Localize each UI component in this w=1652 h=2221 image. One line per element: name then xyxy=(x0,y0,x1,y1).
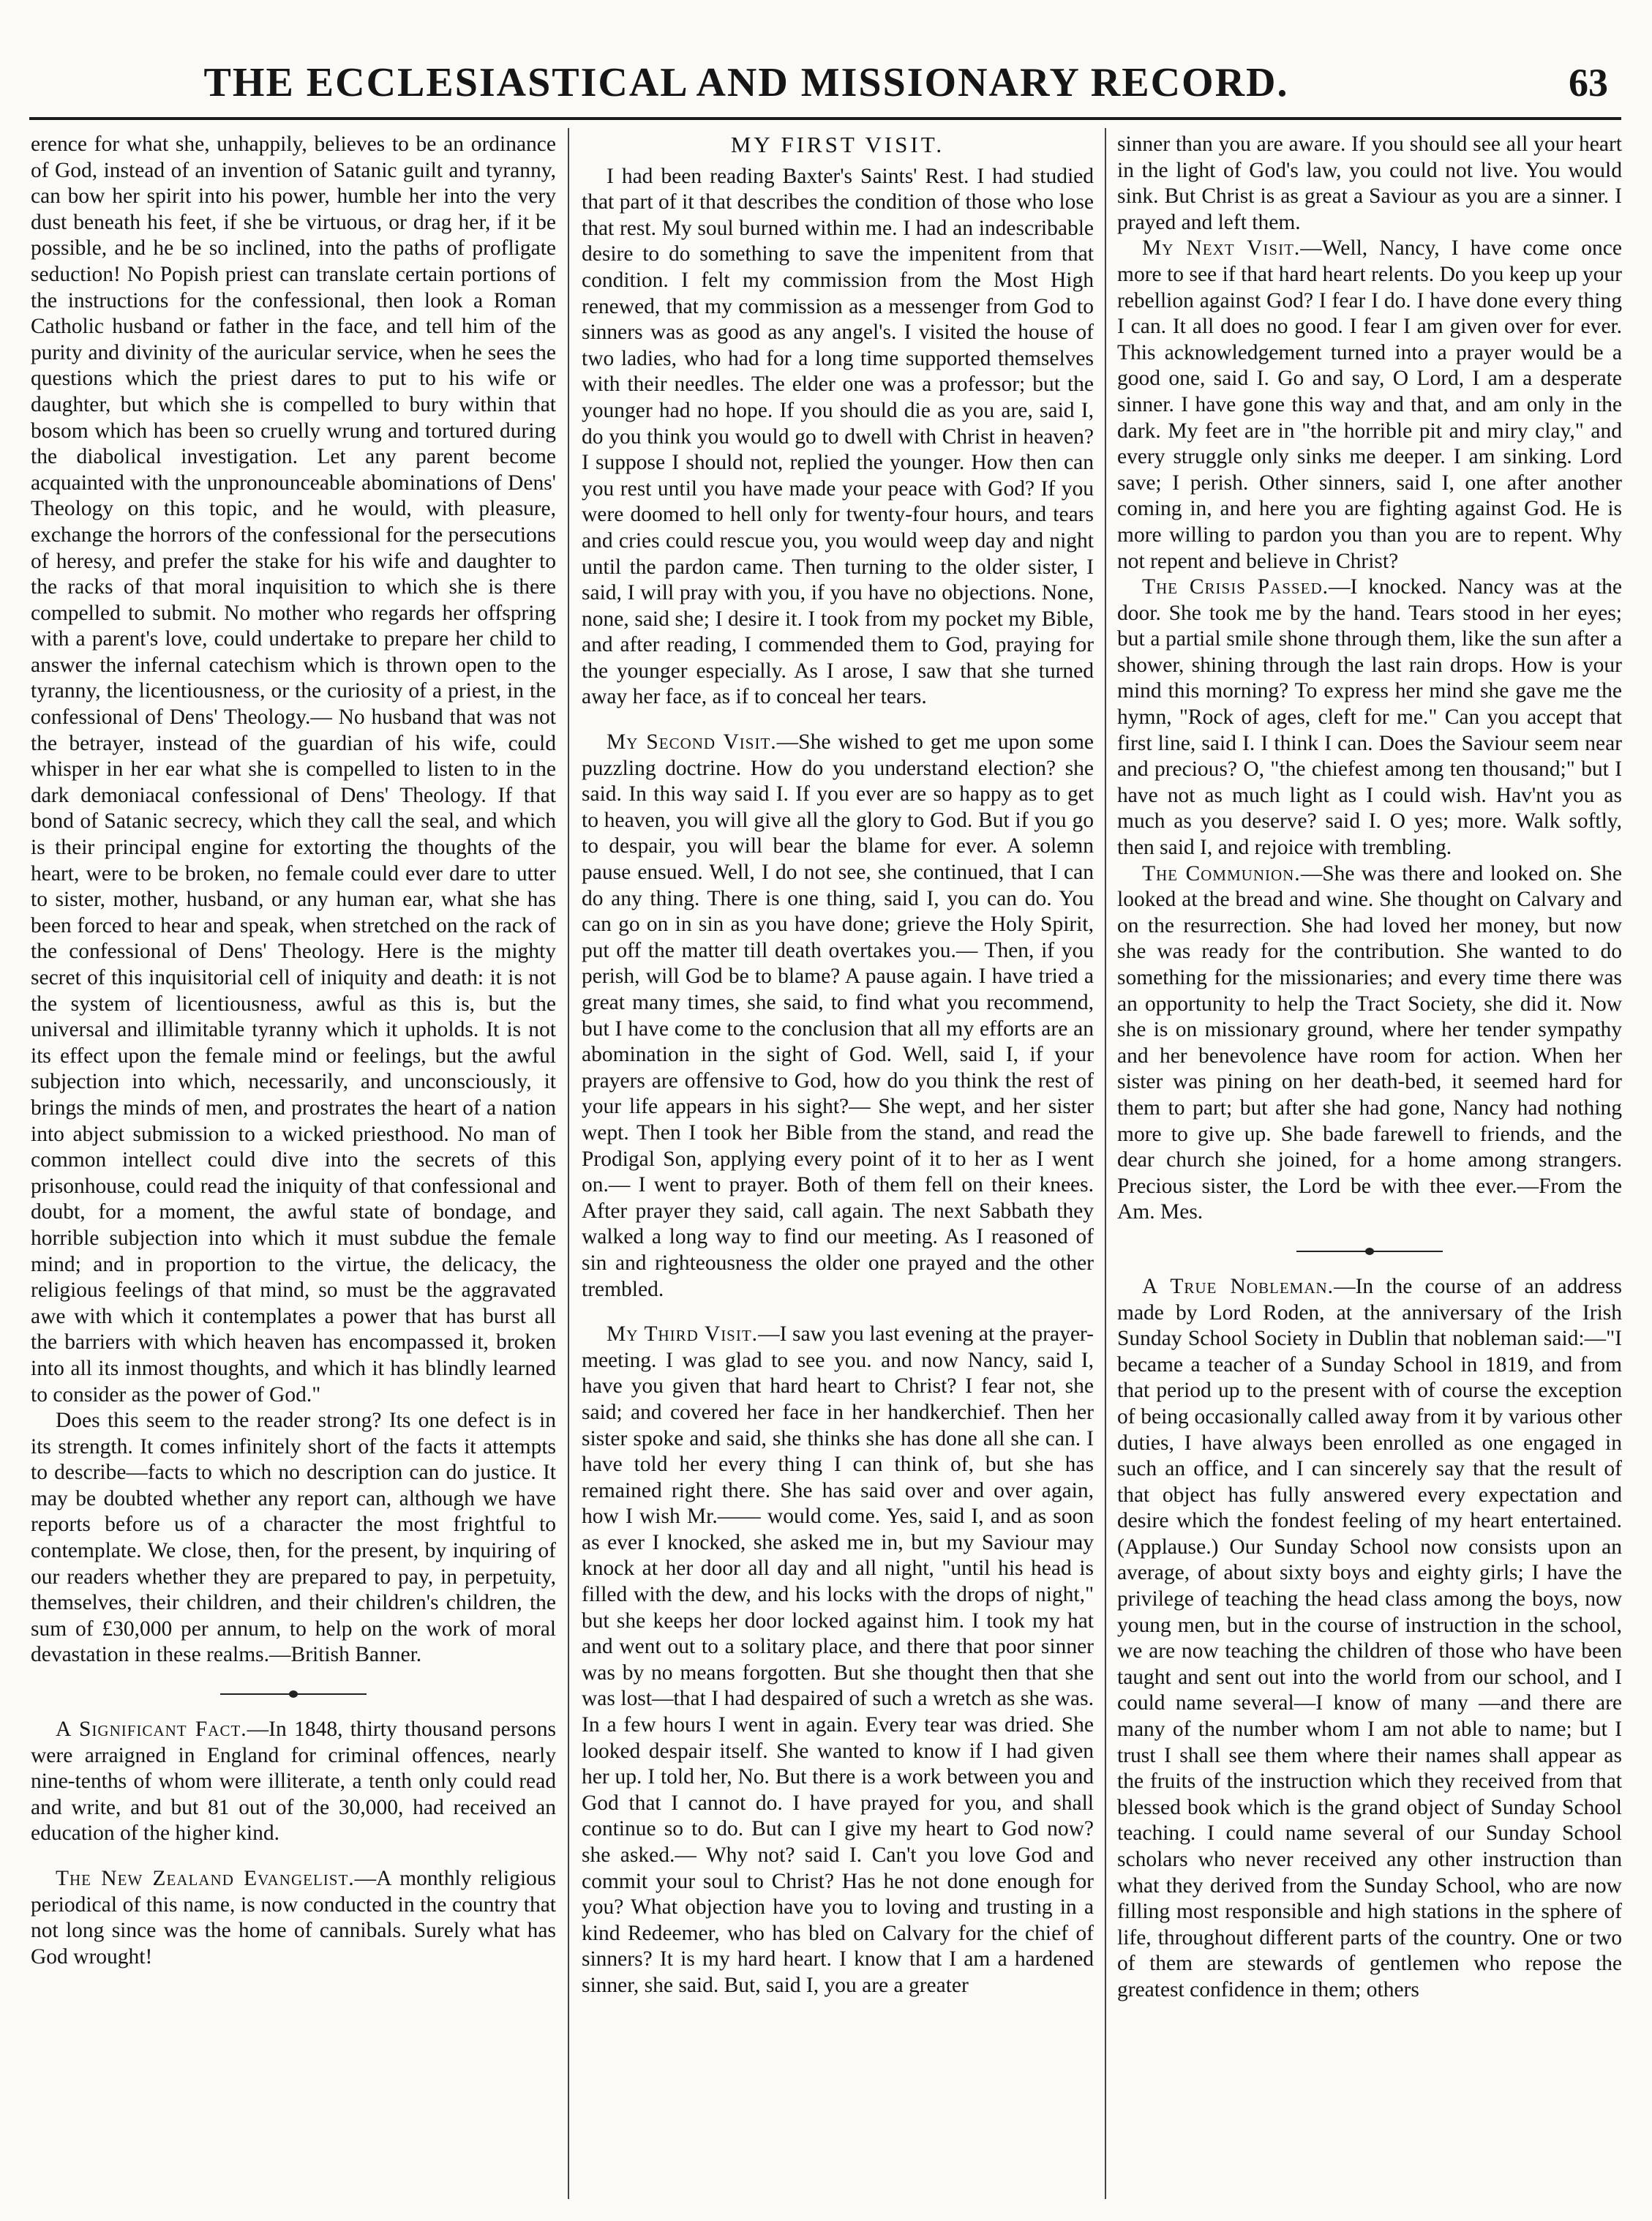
crisis-passed-section xyxy=(1117,574,1622,861)
page-number: 63 xyxy=(1569,61,1608,105)
section-heading: My Next Visit. xyxy=(1142,236,1301,261)
article-closing-paragraph: Does this seem to the reader strong? Its one defect is in its strength. It comes infinitely short of the facts it attempts to describe—facts to which no description can do justice. It may be doubted whether any report can, although we have reports before us of a character the most frightful to contemplate. We close, then, for the present, by inquiring of our readers whether they are prepared to pay, in perpetuity, themselves, their children, and their children's children, the sum of £30,000 per annum, to help on the work of moral devastation in these realms.—British Banner. xyxy=(31,1409,556,1667)
third-visit-continuation: sinner than you are aware. If you should see all your heart in the light of God's law, you could not live. You would sink. But Christ is as great a Saviour as you are a sinner. I prayed and left them. xyxy=(1117,132,1622,234)
item-body: —In 1848, thirty thousand persons were arraigned in England for criminal offences, nearly nine-tenths of whom were illiterate, a tenth only could read and write, and but 81 out of the 30,000, had received an education of the higher kind. xyxy=(31,1718,556,1846)
article-continuation: erence for what she, unhappily, believes to be an ordinance of God, instead of an invention of Satanic guilt and tyranny, can bow her spirit into his power, humble her into the very dust beneath his feet, if she be virtuous, or drag her, if it be possible, and he be so inclined, into the paths of profligate seduction! No Popish priest can translate certain portions of the instructions for the confessional, then look a Roman Catholic husband or father in the face, and tell him of the purity and divinity of the auricular service, when he sees the questions which the priest dares to put to his wife or daughter, but which she is compelled to bury within that bosom which has been so cruelly wrung and tortured during the diabolical investigation. Let any parent become acquainted with the unpronounceable abominations of Dens' Theology on this topic, and he would, with pleasure, exchange the horrors of the confessional for the persecutions of heresy, and prefer the stake for his wife and daughter to the racks of that moral inquisition to which she is there compelled to submit. No mother who regards her offspring with a parent's love, could undertake to prepare her child to answer the infernal catechism which is thrown open to the tyranny, the licentiousness, or the curiosity of a priest, in the confessional of Dens' Theology.— No husband that was not the betrayer, instead of the guardian of his wife, could whisper in her ear what she is compelled to listen to in the dark demoniacal confessional of Dens' Theology. If that bond of Satanic secrecy, which they call the seal, and which is their principal engine for extorting the thoughts of the heart, were to be broken, no female could ever dare to utter to sister, mother, husband, or any human ear, what she has been forced to hear and speak, when stretched on the rack of the confessional of Dens' Theology. Here is the mighty secret of this inquisitorial cell of iniquity and death: it is not the system of licentiousness, awful as this is, but the universal and illimitable tyranny which it upholds. It is not its effect upon the female mind or feelings, but the awful subjection into which, necessarily, and unconsciously, it brings the minds of men, and prostrates the heart of a nation into abject submission to a wicked priesthood. No man of common intellect could dive into the secrets of this prisonhouse, could read the iniquity of that confessional and doubt, for a moment, the awful state of bondage, and horrible subjection into which it must subdue the female mind; and in proportion to the virtue, the delicacy, the religious feelings of that mind, so must be the aggravated awe with which it contemplates a power that has burst all the barriers with which heaven has encompassed it, broken into all its inmost thoughts, and which it has blindly learned to consider as the power of God." xyxy=(31,132,556,1407)
communion-section xyxy=(1117,861,1622,1226)
new-zealand-item xyxy=(31,1866,556,1970)
next-visit-section xyxy=(1117,236,1622,574)
section-body: —I saw you last evening at the prayer-meeting. I was glad to see you. and now Nancy, said I, have you given that hard heart to Christ? I fear not, she said; and covered her face in her handkerchief. Then her sister spoke and said, she thinks she has done all she can. I have told her every thing I can think of, but she has remained right there. She has said over and over again, how I wish Mr.—— would come. Yes, said I, and as soon as ever I knocked, she asked me in, but my Saviour may knock at her door all day and all night, "until his head is filled with the dew, and his locks with the drops of night," but she keeps her door locked against him. I took my hat and went out to a solitary place, and there that poor sinner was by no means forgotten. But she thought then that she was lost—that I had despaired of such a wretch as she was. In a few hours I went in again. Every tear was dried. She looked despair itself. She wanted to know if I had given her up. I told her, No. But there is a work between you and God that I cannot do. I have prayed for you, and shall continue so to do. But can I give my heart to God now? she asked.— Why not? said I. Can't you love God and commit your soul to Christ? Has he not done enough for you? What objection have you to loving and trusting in a kind Redeemer, who has bled on Calvary for the chief of sinners? It is my hard heart. I know that I am a hardened sinner, she said. But, said I, you are a greater xyxy=(582,1322,1094,1997)
section-heading: My Second Visit. xyxy=(607,730,777,754)
section-heading: The Communion. xyxy=(1142,861,1301,885)
item-heading: A True Nobleman. xyxy=(1142,1274,1334,1298)
separator-ornament xyxy=(1296,1248,1443,1255)
item-body: —A monthly religious periodical of this name, is now conducted in the country that not long since was the home of cannibals. Surely what has God wrought! xyxy=(31,1867,556,1969)
column-2 xyxy=(582,132,1094,2195)
header-rule xyxy=(29,117,1621,120)
section-body: —She wished to get me upon some puzzling doctrine. How do you understand election? she said. In this way said I. If you ever are so happy as to get to heaven, you will give all the glory to God. But if you go to despair, you will bear the blame for ever. A solemn pause ensued. Well, I do not see, she continued, that I can do any thing. There is one thing, said I, you can do. You can go on in sin as you have done; grieve the Holy Spirit, put off the matter till death overtakes you.— Then, if you perish, will God be to blame? A pause again. I have tried a great many times, she said, to find what you recommend, but I have come to the conclusion that all my efforts are an abomination in the sight of God. Well, said I, if your prayers are offensive to God, how do you think the rest of your life appears in his sight?— She wept, and her sister wept. Then I took her Bible from the stand, and read the Prodigal Son, applying every point of it to her as I went on.— I went to prayer. Both of them fell on their knees. After prayer they said, call again. The next Sabbath they walked a long way to find our meeting. As I reasoned of sin and righteousness the older one prayed and the other trembled. xyxy=(582,730,1094,1301)
true-nobleman-item xyxy=(1117,1274,1622,2004)
column-3 xyxy=(1117,132,1622,2195)
column-divider xyxy=(1105,128,1106,2199)
second-visit-section xyxy=(582,730,1094,1303)
section-body: —She was there and looked on. She looked at the bread and wine. She thought on Calvary and on the resurrection. She had loved her money, but now she was ready for the contribution. She wanted to do something for the missionaries; and every time there was an opportunity to help the Tract Society, she did it. Now she is on missionary ground, where her tender sympathy and her benevolence have room for action. When her sister was pining on her death-bed, it seemed hard for them to part; but after she had gone, Nancy had nothing more to give up. She bade farewell to friends, and the dear church she joined, for a home among strangers. Precious sister, the Lord be with thee ever.—From the Am. Mes. xyxy=(1117,861,1622,1224)
section-body: —Well, Nancy, I have come once more to see if that hard heart relents. Do you keep up your rebellion against God? I fear I do. I have done every thing I can. It all does no good. I fear I am given over for ever. This acknowledgement turned into a prayer would be a good one, said I. Go and say, O Lord, I am a desperate sinner. I have gone this way and that, and am only in the dark. My feet are in "the horrible pit and miry clay," and every struggle only sinks me deeper. I am sinking. Lord save; I perish. Other sinners, said I, one after another coming in, and here you are fighting against God. He is more willing to pardon you than you are to repent. Why not repent and believe in Christ? xyxy=(1117,236,1622,573)
separator-ornament xyxy=(220,1690,367,1698)
section-heading: The Crisis Passed. xyxy=(1142,575,1329,599)
page-header xyxy=(29,57,1621,116)
column-1 xyxy=(31,132,556,2195)
section-heading: My Third Visit. xyxy=(607,1322,759,1347)
article-title: MY FIRST VISIT. xyxy=(730,132,945,157)
item-heading: The New Zealand Evangelist. xyxy=(56,1867,355,1890)
column-divider xyxy=(568,128,569,2199)
third-visit-section xyxy=(582,1322,1094,1999)
item-heading: A Significant Fact. xyxy=(56,1718,247,1742)
masthead-title: THE ECCLESIASTICAL AND MISSIONARY RECORD. xyxy=(203,60,1289,105)
item-body: —In the course of an address made by Lord Roden, at the anniversary of the Irish Sunday School Society in Dublin that nobleman said:—"I became a teacher of a Sunday School in 1819, and from that period up to the present with of course the exception of being occasionally called away from it by various other duties, I have always been enrolled as one engaged in such an office, and I can sincerely say that the result of that object has fully answered every expectation and desire which the fondest feeling of my heart entertained. (Applause.) Our Sunday School now consists upon an average, of about sixty boys and eighty girls; I have the privilege of teaching the head class among the boys, now young men, but in the course of instruction in the school, we are now teaching the children of those who have been taught and sent out into the world from our school, and I could name several—I know of many —and there are many of the number whom I am not able to name; but I trust I shall see them where their names shall appear as the fruits of the instruction which they received from that blessed book which is the grand object of Sunday School teaching. I could name several of our Sunday School scholars who never received any other instruction than what they derived from the Sunday School, who are now filling most responsible and high stations in the sphere of life, throughout different parts of the country. One or two of them are stewards of gentlemen who repose the greatest confidence in them; others xyxy=(1117,1274,1622,2001)
first-visit-paragraph: I had been reading Baxter's Saints' Rest. I had studied that part of it that describes the condition of those who lose that rest. My soul burned within me. I had an indescribable desire to do something to save the impenitent from that condition. I felt my commission from the Most High renewed, that my commission as a messenger from God to sinners was as good as any angel's. I visited the house of two ladies, who had for a long time supported themselves with their needles. The elder one was a professor; but the younger had no hope. If you should die as you are, said I, do you think you would go to dwell with Christ in heaven? I suppose I should not, replied the younger. How then can you rest until you have made your peace with God? If you were doomed to hell only for twenty-four hours, and tears and cries could rescue you, you would weep day and night until the pardon came. Then turning to the older sister, I said, I will pray with you, if you have no objections. None, none, said she; I desire it. I took from my pocket my Bible, and after reading, I commended them to God, praying for the younger especially. As I arose, I saw that she turned away her face, as if to conceal her tears. xyxy=(582,164,1094,709)
section-body: —I knocked. Nancy was at the door. She took me by the hand. Tears stood in her eyes; but a partial smile shone through them, like the sun after a shower, shining through the last rain drops. How is your mind this morning? To express her mind she gave me the hymn, "Rock of ages, cleft for me." Can you accept that first line, said I. I think I can. Does the Saviour seem near and precious? O, "the chiefest among ten thousand;" but I have not as much light as I could wish. Hav'nt you as much as you deserve? said I. O yes; more. Walk softly, then said I, and rejoice with trembling. xyxy=(1117,575,1622,860)
significant-fact-item xyxy=(31,1717,556,1847)
